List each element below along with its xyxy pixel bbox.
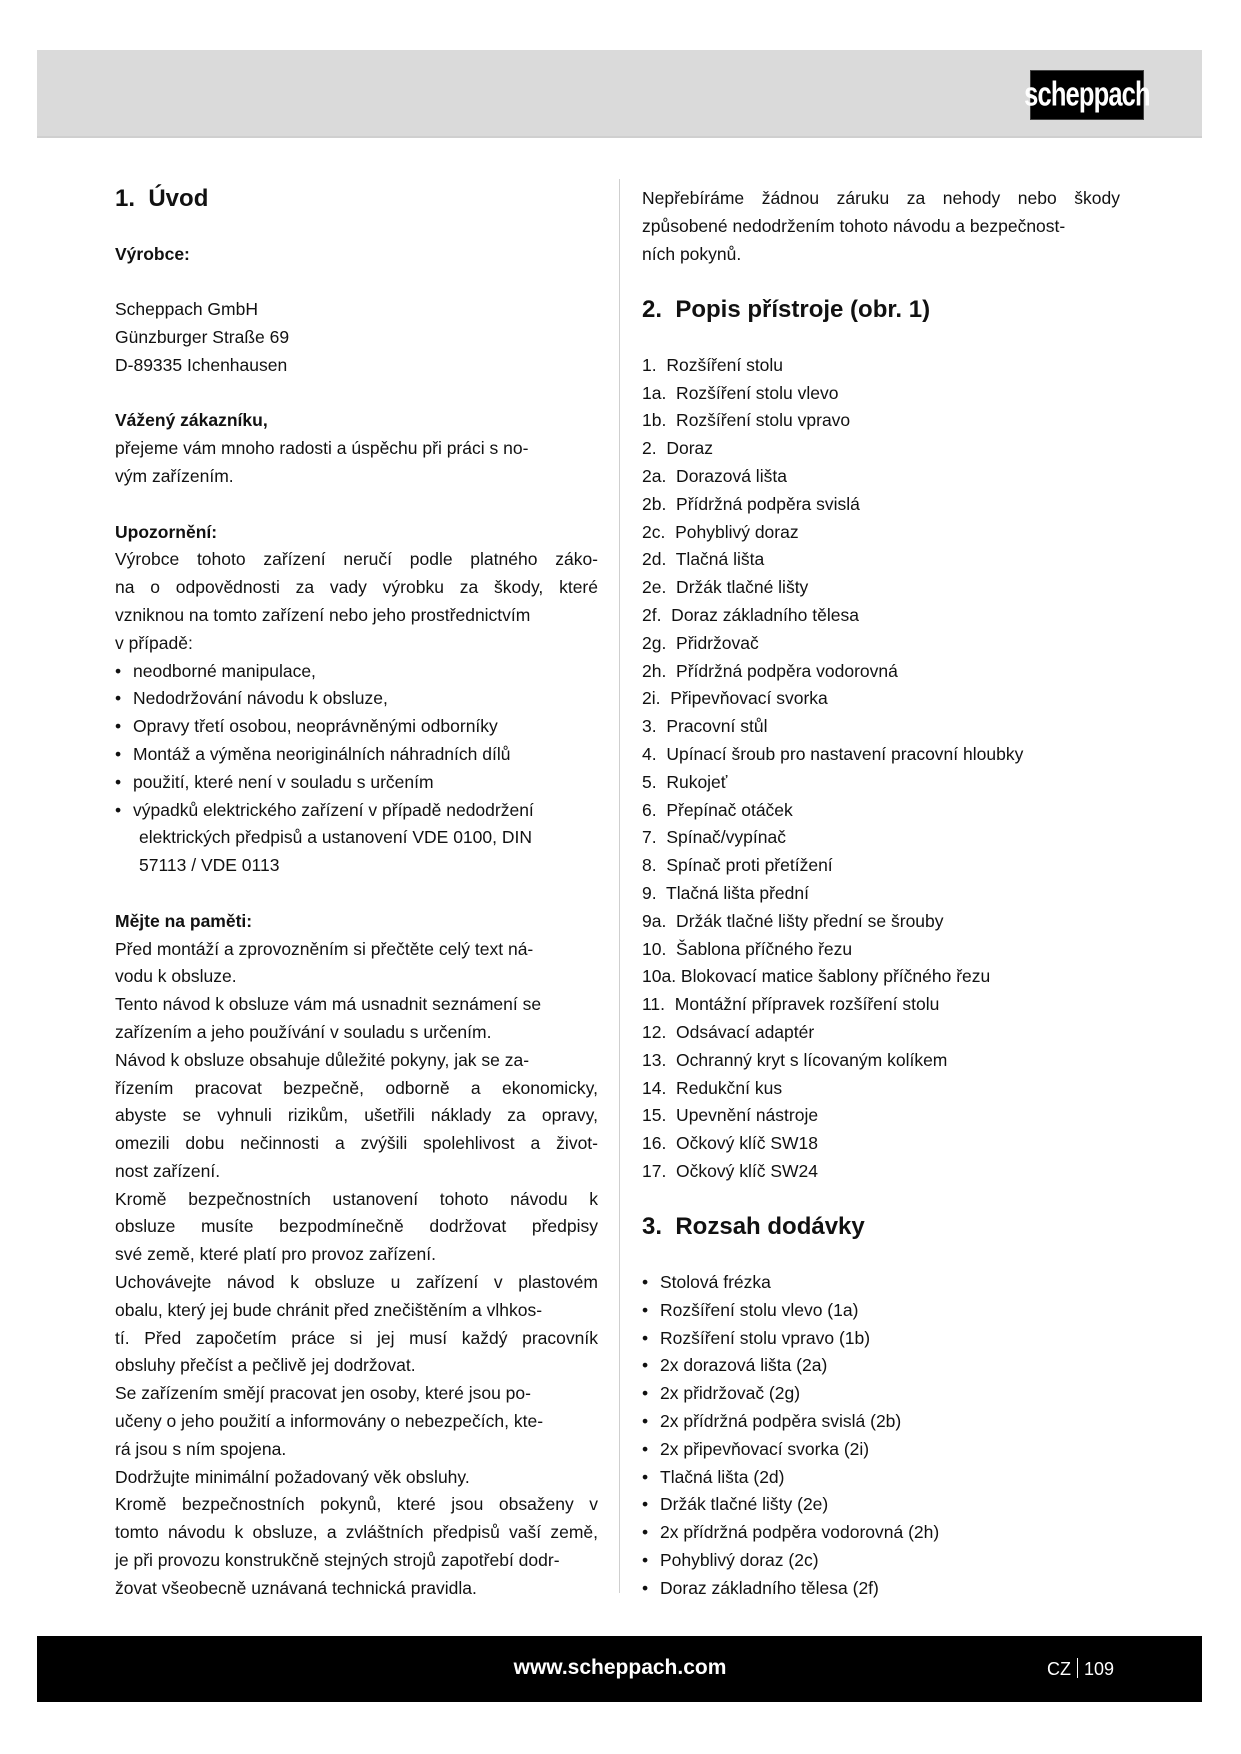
- page-number: 109: [1084, 1659, 1115, 1679]
- text-line: Scheppach GmbH: [115, 299, 258, 320]
- text-line: obsluhy přečíst a pečlivě jej dodržovat.: [115, 1355, 416, 1376]
- text-line: 13. Ochranný kryt s lícovaným kolíkem: [642, 1049, 948, 1070]
- text-line: 7. Spínač/vypínač: [642, 827, 786, 848]
- text-line: abyste se vyhnuli rizikům, ušetřili náklady za opravy,: [115, 1105, 598, 1126]
- text-line: 2. Doraz: [642, 438, 713, 459]
- text-line: 15. Upevnění nástroje: [642, 1105, 819, 1126]
- text-line: 5. Rukojeť: [642, 771, 728, 792]
- text-line: žovat všeobecně uznávaná technická pravidla.: [115, 1577, 477, 1598]
- text-line: Günzburger Straße 69: [115, 326, 290, 347]
- text-line: 12. Odsávací adaptér: [642, 1021, 815, 1042]
- text-line: 10. Šablona příčného řezu: [642, 938, 853, 959]
- subheading: Vážený zákazníku,: [115, 410, 268, 431]
- separator: [1077, 1658, 1078, 1678]
- bullet-item: • Nedodržování návodu k obsluze,: [115, 685, 598, 713]
- scheppach-logo: scheppach: [1030, 70, 1144, 120]
- text-line: 8. Spínač proti přetížení: [642, 855, 833, 876]
- text-line: na o odpovědnosti za vady výrobku za škody, které: [115, 577, 598, 598]
- text-line: vodu k obsluze.: [115, 966, 237, 987]
- text-line: 2c. Pohyblivý doraz: [642, 521, 799, 542]
- text-line: je při provozu konstrukčně stejných strojů zapotřebí dodr-: [115, 1550, 560, 1571]
- text-line: způsobené nedodržením tohoto návodu a bezpečnost-: [642, 215, 1066, 236]
- bullet-item: • Tlačná lišta (2d): [642, 1464, 1120, 1492]
- text-line: 2d. Tlačná lišta: [642, 549, 765, 570]
- text-line: ních pokynů.: [642, 243, 742, 264]
- text-line: Uchovávejte návod k obsluze u zařízení v plastovém: [115, 1272, 598, 1293]
- section-heading: 1. Úvod: [115, 185, 209, 212]
- text-line: 2g. Přidržovač: [642, 632, 759, 653]
- left-column: [115, 185, 598, 1603]
- right-column: [642, 185, 1120, 1603]
- text-line: Dodržujte minimální požadovaný věk obsluhy.: [115, 1466, 470, 1487]
- bullet-item: • 2x přídržná podpěra vodorovná (2h): [642, 1519, 1120, 1547]
- blank-line: [642, 1186, 1120, 1214]
- text-line: 16. Očkový klíč SW18: [642, 1133, 819, 1154]
- text-line: Tento návod k obsluze vám má usnadnit seznámení se: [115, 994, 542, 1015]
- text-line: Kromě bezpečnostních pokynů, které jsou obsaženy v: [115, 1494, 598, 1515]
- text-line: rá jsou s ním spojena.: [115, 1438, 287, 1459]
- text-line: řízením pracovat bezpečně, odborně a ekonomicky,: [115, 1077, 598, 1098]
- bullet-item: • Opravy třetí osobou, neoprávněnými odborníky: [115, 713, 598, 741]
- text-line: zařízením a jeho používání v souladu s určením.: [115, 1021, 492, 1042]
- text-line: 2b. Přídržná podpěra svislá: [642, 493, 860, 514]
- bullet-item: • 2x přídržná podpěra svislá (2b): [642, 1408, 1120, 1436]
- text-line: 2a. Dorazová lišta: [642, 465, 787, 486]
- text-line: v případě:: [115, 632, 193, 653]
- bullet-item: • 2x přidržovač (2g): [642, 1380, 1120, 1408]
- page-footer: [37, 1636, 1202, 1702]
- text-line: vým zařízením.: [115, 465, 234, 486]
- bullet-item: • Montáž a výměna neoriginálních náhradních dílů: [115, 741, 598, 769]
- bullet-item: • Doraz základního tělesa (2f): [642, 1575, 1120, 1603]
- bullet-item: • výpadků elektrického zařízení v případě nedodržení: [115, 797, 598, 825]
- language-code: CZ: [1047, 1659, 1071, 1679]
- column-divider: [619, 179, 620, 1593]
- text-line: Kromě bezpečnostních ustanovení tohoto návodu k: [115, 1188, 598, 1209]
- text-line: 2f. Doraz základního tělesa: [642, 604, 859, 625]
- text-line: 14. Redukční kus: [642, 1077, 783, 1098]
- text-line: Výrobce tohoto zařízení neručí podle platného záko-: [115, 549, 598, 570]
- text-line: učeny o jeho použití a informovány o nebezpečích, kte-: [115, 1411, 544, 1432]
- text-line: 4. Upínací šroub pro nastavení pracovní hloubky: [642, 743, 1024, 764]
- text-line: 6. Přepínač otáček: [642, 799, 793, 820]
- blank-line: [115, 268, 598, 296]
- bullet-item: • 2x dorazová lišta (2a): [642, 1352, 1120, 1380]
- bullet-item: • použití, které není v souladu s určením: [115, 769, 598, 797]
- page-indicator: [1047, 1658, 1114, 1680]
- subheading: Upozornění:: [115, 521, 218, 542]
- subheading: Výrobce:: [115, 243, 190, 264]
- blank-line: [115, 380, 598, 408]
- text-line: 2h. Přídržná podpěra vodorovná: [642, 660, 898, 681]
- bullet-item: • Rozšíření stolu vpravo (1b): [642, 1325, 1120, 1353]
- text-line: 2i. Připevňovací svorka: [642, 688, 828, 709]
- text-line: 10a. Blokovací matice šablony příčného řezu: [642, 966, 991, 987]
- text-line: nost zařízení.: [115, 1160, 221, 1181]
- section-heading: 3. Rozsah dodávky: [642, 1213, 865, 1241]
- bullet-item: • Stolová frézka: [642, 1269, 1120, 1297]
- text-line: omezili dobu nečinnosti a zvýšili spolehlivost a život-: [115, 1133, 598, 1154]
- text-line: 1. Rozšíření stolu: [642, 354, 784, 375]
- bullet-continuation: 57113 / VDE 0113: [139, 855, 280, 876]
- text-line: tí. Před započetím práce si jej musí každý pracovník: [115, 1327, 598, 1348]
- text-line: přejeme vám mnoho radosti a úspěchu při práci s no-: [115, 438, 529, 459]
- text-line: Návod k obsluze obsahuje důležité pokyny, jak se za-: [115, 1049, 530, 1070]
- blank-line: [642, 1241, 1120, 1269]
- bullet-item: • 2x připevňovací svorka (2i): [642, 1436, 1120, 1464]
- text-line: své země, které platí pro provoz zařízení.: [115, 1244, 436, 1265]
- text-line: 9. Tlačná lišta přední: [642, 882, 809, 903]
- website-url: www.scheppach.com: [513, 1656, 727, 1679]
- text-line: Nepřebíráme žádnou záruku za nehody nebo škody: [642, 188, 1120, 208]
- text-line: Před montáží a zprovozněním si přečtěte celý text ná-: [115, 938, 534, 959]
- text-line: 9a. Držák tlačné lišty přední se šrouby: [642, 910, 944, 931]
- blank-line: [642, 268, 1120, 296]
- blank-line: [115, 491, 598, 519]
- section-heading: 2. Popis přístroje (obr. 1): [642, 296, 931, 324]
- text-line: 3. Pracovní stůl: [642, 716, 768, 737]
- text-line: 17. Očkový klíč SW24: [642, 1160, 819, 1181]
- bullet-item: • Pohyblivý doraz (2c): [642, 1547, 1120, 1575]
- blank-line: [115, 213, 598, 241]
- subheading: Mějte na paměti:: [115, 910, 253, 931]
- bullet-item: • Rozšíření stolu vlevo (1a): [642, 1297, 1120, 1325]
- text-line: 11. Montážní přípravek rozšíření stolu: [642, 994, 940, 1015]
- text-line: obsluze musíte bezpodmínečně dodržovat předpisy: [115, 1216, 598, 1237]
- blank-line: [642, 324, 1120, 352]
- text-line: 1a. Rozšíření stolu vlevo: [642, 382, 839, 403]
- text-line: tomto návodu k obsluze, a zvláštních předpisů vaší země,: [115, 1522, 598, 1543]
- text-line: vzniknou na tomto zařízení nebo jeho prostřednictvím: [115, 604, 531, 625]
- text-line: obalu, který jej bude chránit před znečištěním a vlhkos-: [115, 1299, 543, 1320]
- bullet-item: • Držák tlačné lišty (2e): [642, 1491, 1120, 1519]
- text-line: 1b. Rozšíření stolu vpravo: [642, 410, 851, 431]
- text-line: D-89335 Ichenhausen: [115, 354, 288, 375]
- bullet-continuation: elektrických předpisů a ustanovení VDE 0100, DIN: [139, 827, 532, 848]
- text-line: 2e. Držák tlačné lišty: [642, 577, 809, 598]
- text-line: Se zařízením smějí pracovat jen osoby, které jsou po-: [115, 1383, 531, 1404]
- blank-line: [115, 880, 598, 908]
- bullet-item: • neodborné manipulace,: [115, 658, 598, 686]
